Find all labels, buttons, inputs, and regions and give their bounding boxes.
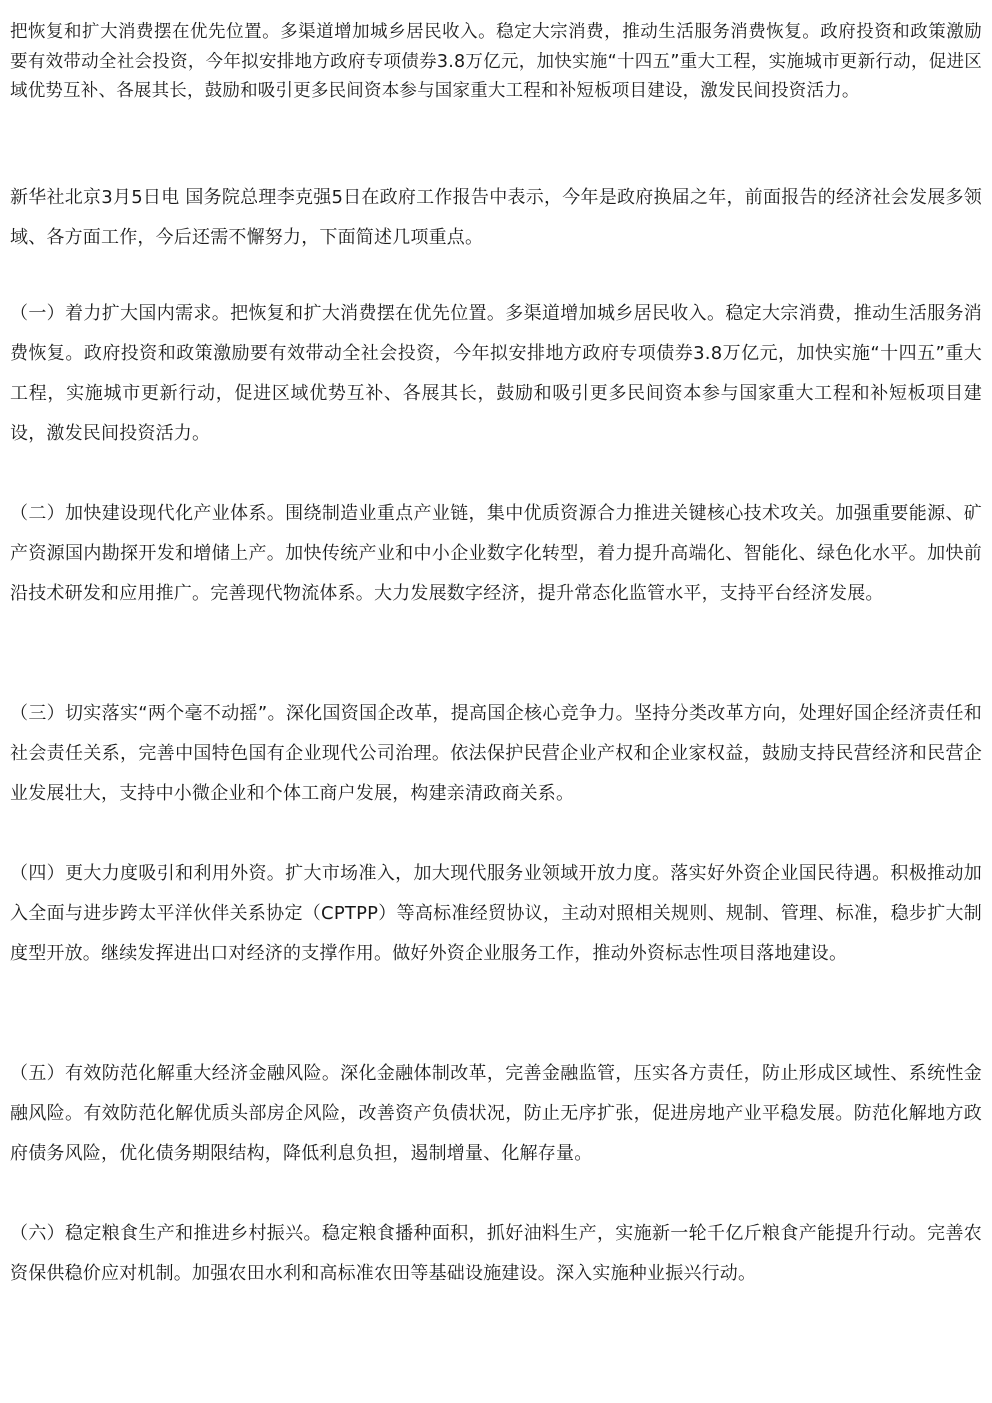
- section-paragraph-5: （五）有效防范化解重大经济金融风险。深化金融体制改革，完善金融监管，压实各方责任，防止形成区域性、系统性金融风险。有效防范化解优质头部房企风险，改善资产负债状况，防止无序扩张，促进房地产业平稳发展。防范化解地方政府债务风险，优化债务期限结构，降低利息负担，遏制增量、化解存量。: [10, 1063, 982, 1164]
- section-paragraph-1: （一）着力扩大国内需求。把恢复和扩大消费摆在优先位置。多渠道增加城乡居民收入。稳定大宗消费，推动生活服务消费恢复。政府投资和政策激励要有效带动全社会投资，今年拟安排地方政府专项债券3.8万亿元，加快实施“十四五”重大工程，实施城市更新行动，促进区域优势互补、各展其长，鼓励和吸引更多民间资本参与国家重大工程和补短板项目建设，激发民间投资活力。: [10, 303, 982, 444]
- lead-paragraph: 把恢复和扩大消费摆在优先位置。多渠道增加城乡居民收入。稳定大宗消费，推动生活服务消费恢复。政府投资和政策激励要有效带动全社会投资，今年拟安排地方政府专项债券3.8万亿元，加快实施“十四五”重大工程，实施城市更新行动，促进区域优势互补、各展其长，鼓励和吸引更多民间资本参与国家重大工程和补短板项目建设，激发民间投资活力。: [10, 22, 982, 101]
- section-paragraph-2: （二）加快建设现代化产业体系。围绕制造业重点产业链，集中优质资源合力推进关键核心技术攻关。加强重要能源、矿产资源国内勘探开发和增储上产。加快传统产业和中小企业数字化转型，着力提升高端化、智能化、绿色化水平。加快前沿技术研发和应用推广。完善现代物流体系。大力发展数字经济，提升常态化监管水平，支持平台经济发展。: [10, 503, 982, 604]
- intro-paragraph: 新华社北京3月5日电 国务院总理李克强5日在政府工作报告中表示，今年是政府换届之年，前面报告的经济社会发展多领域、各方面工作，今后还需不懈努力，下面简述几项重点。: [10, 187, 982, 248]
- section-paragraph-6: （六）稳定粮食生产和推进乡村振兴。稳定粮食播种面积，抓好油料生产，实施新一轮千亿斤粮食产能提升行动。完善农资保供稳价应对机制。加强农田水利和高标准农田等基础设施建设。深入实施种业振兴行动。: [10, 1223, 982, 1284]
- section-paragraph-4: （四）更大力度吸引和利用外资。扩大市场准入，加大现代服务业领域开放力度。落实好外资企业国民待遇。积极推动加入全面与进步跨太平洋伙伴关系协定（CPTPP）等高标准经贸协议，主动对照相关规则、规制、管理、标准，稳步扩大制度型开放。继续发挥进出口对经济的支撑作用。做好外资企业服务工作，推动外资标志性项目落地建设。: [10, 863, 982, 964]
- section-paragraph-3: （三）切实落实“两个毫不动摇”。深化国资国企改革，提高国企核心竞争力。坚持分类改革方向，处理好国企经济责任和社会责任关系，完善中国特色国有企业现代公司治理。依法保护民营企业产权和企业家权益，鼓励支持民营经济和民营企业发展壮大，支持中小微企业和个体工商户发展，构建亲清政商关系。: [10, 703, 982, 804]
